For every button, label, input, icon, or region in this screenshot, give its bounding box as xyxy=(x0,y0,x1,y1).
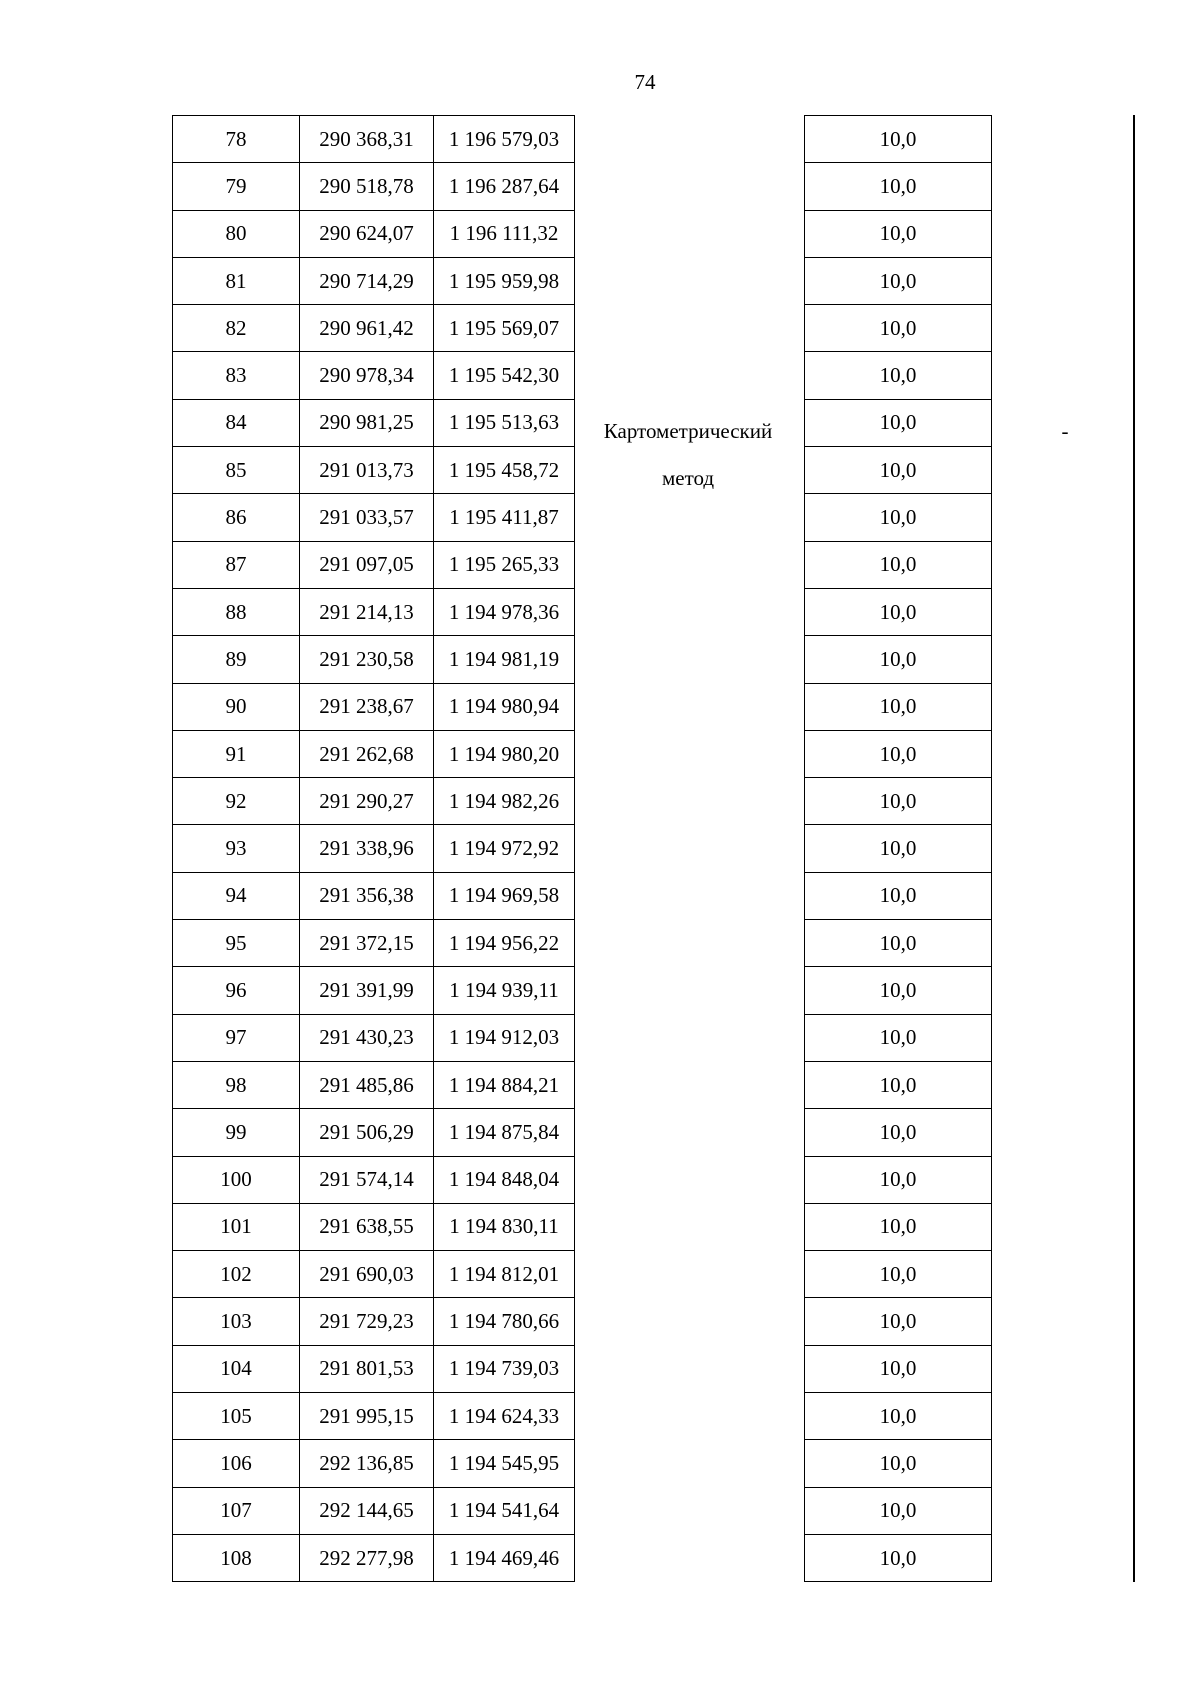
coordinates-table-body xyxy=(173,116,575,1582)
y-coordinate-cell: 1 195 458,72 xyxy=(434,447,575,494)
accuracy-cell: 10,0 xyxy=(805,1487,992,1534)
table-row xyxy=(805,447,992,494)
table-row xyxy=(805,541,992,588)
table-row xyxy=(805,1345,992,1392)
table-row xyxy=(805,210,992,257)
table-row xyxy=(805,778,992,825)
accuracy-cell: 10,0 xyxy=(805,163,992,210)
table-row xyxy=(173,1345,575,1392)
x-coordinate-cell: 290 518,78 xyxy=(300,163,434,210)
y-coordinate-cell: 1 194 848,04 xyxy=(434,1156,575,1203)
table-row xyxy=(805,1156,992,1203)
point-number-cell: 106 xyxy=(173,1440,300,1487)
accuracy-cell: 10,0 xyxy=(805,447,992,494)
y-coordinate-cell: 1 194 982,26 xyxy=(434,778,575,825)
point-number-cell: 99 xyxy=(173,1109,300,1156)
table-row xyxy=(805,116,992,163)
table-row xyxy=(805,257,992,304)
point-number-cell: 90 xyxy=(173,683,300,730)
table-row xyxy=(805,1251,992,1298)
table-row xyxy=(805,967,992,1014)
x-coordinate-cell: 291 262,68 xyxy=(300,730,434,777)
y-coordinate-cell: 1 195 959,98 xyxy=(434,257,575,304)
accuracy-cell: 10,0 xyxy=(805,825,992,872)
x-coordinate-cell: 291 995,15 xyxy=(300,1393,434,1440)
accuracy-cell: 10,0 xyxy=(805,1345,992,1392)
extra-value: - xyxy=(1061,419,1069,443)
accuracy-cell: 10,0 xyxy=(805,1298,992,1345)
y-coordinate-cell: 1 196 287,64 xyxy=(434,163,575,210)
point-number-cell: 97 xyxy=(173,1014,300,1061)
table-row xyxy=(173,825,575,872)
y-coordinate-cell: 1 194 956,22 xyxy=(434,920,575,967)
accuracy-cell: 10,0 xyxy=(805,116,992,163)
y-coordinate-cell: 1 196 579,03 xyxy=(434,116,575,163)
point-number-cell: 82 xyxy=(173,305,300,352)
table-row xyxy=(805,1061,992,1108)
accuracy-table-body xyxy=(805,116,992,1582)
y-coordinate-cell: 1 194 875,84 xyxy=(434,1109,575,1156)
point-number-cell: 86 xyxy=(173,494,300,541)
method-line-2: метод xyxy=(661,466,715,490)
y-coordinate-cell: 1 194 545,95 xyxy=(434,1440,575,1487)
x-coordinate-cell: 291 033,57 xyxy=(300,494,434,541)
accuracy-cell: 10,0 xyxy=(805,778,992,825)
x-coordinate-cell: 291 430,23 xyxy=(300,1014,434,1061)
table-row xyxy=(173,541,575,588)
y-coordinate-cell: 1 195 569,07 xyxy=(434,305,575,352)
table-row xyxy=(173,872,575,919)
table-row xyxy=(805,730,992,777)
y-coordinate-cell: 1 194 939,11 xyxy=(434,967,575,1014)
x-coordinate-cell: 291 214,13 xyxy=(300,588,434,635)
accuracy-cell: 10,0 xyxy=(805,588,992,635)
x-coordinate-cell: 290 981,25 xyxy=(300,399,434,446)
x-coordinate-cell: 290 368,31 xyxy=(300,116,434,163)
table-row xyxy=(805,1393,992,1440)
table-row xyxy=(173,636,575,683)
point-number-cell: 84 xyxy=(173,399,300,446)
page-number: 74 xyxy=(634,70,656,94)
point-number-cell: 78 xyxy=(173,116,300,163)
table-row xyxy=(173,967,575,1014)
table-row xyxy=(173,257,575,304)
point-number-cell: 105 xyxy=(173,1393,300,1440)
y-coordinate-cell: 1 195 542,30 xyxy=(434,352,575,399)
accuracy-cell: 10,0 xyxy=(805,683,992,730)
table-row xyxy=(173,352,575,399)
y-coordinate-cell: 1 194 969,58 xyxy=(434,872,575,919)
point-number-cell: 81 xyxy=(173,257,300,304)
x-coordinate-cell: 290 714,29 xyxy=(300,257,434,304)
table-row xyxy=(173,399,575,446)
x-coordinate-cell: 291 230,58 xyxy=(300,636,434,683)
table-row xyxy=(173,778,575,825)
point-number-cell: 102 xyxy=(173,1251,300,1298)
accuracy-cell: 10,0 xyxy=(805,305,992,352)
x-coordinate-cell: 290 624,07 xyxy=(300,210,434,257)
table-row xyxy=(805,1440,992,1487)
table-row xyxy=(805,305,992,352)
method-line-1: Картометрический xyxy=(603,419,773,443)
table-row xyxy=(805,494,992,541)
accuracy-cell: 10,0 xyxy=(805,352,992,399)
y-coordinate-cell: 1 194 624,33 xyxy=(434,1393,575,1440)
point-number-cell: 103 xyxy=(173,1298,300,1345)
x-coordinate-cell: 291 372,15 xyxy=(300,920,434,967)
table-row xyxy=(805,1014,992,1061)
table-row xyxy=(173,210,575,257)
accuracy-cell: 10,0 xyxy=(805,1440,992,1487)
table-row xyxy=(173,1014,575,1061)
y-coordinate-cell: 1 194 981,19 xyxy=(434,636,575,683)
right-border-rule xyxy=(1133,115,1135,1582)
accuracy-cell: 10,0 xyxy=(805,1061,992,1108)
table-row xyxy=(805,588,992,635)
accuracy-cell: 10,0 xyxy=(805,730,992,777)
accuracy-cell: 10,0 xyxy=(805,1014,992,1061)
table-row xyxy=(805,1109,992,1156)
point-number-cell: 104 xyxy=(173,1345,300,1392)
x-coordinate-cell: 291 356,38 xyxy=(300,872,434,919)
point-number-cell: 101 xyxy=(173,1203,300,1250)
accuracy-cell: 10,0 xyxy=(805,541,992,588)
accuracy-cell: 10,0 xyxy=(805,210,992,257)
table-row xyxy=(805,1534,992,1581)
x-coordinate-cell: 291 013,73 xyxy=(300,447,434,494)
table-row xyxy=(173,1061,575,1108)
y-coordinate-cell: 1 194 980,94 xyxy=(434,683,575,730)
table-row xyxy=(173,1109,575,1156)
point-number-cell: 79 xyxy=(173,163,300,210)
point-number-cell: 94 xyxy=(173,872,300,919)
x-coordinate-cell: 291 097,05 xyxy=(300,541,434,588)
point-number-cell: 100 xyxy=(173,1156,300,1203)
y-coordinate-cell: 1 195 265,33 xyxy=(434,541,575,588)
y-coordinate-cell: 1 195 411,87 xyxy=(434,494,575,541)
table-row xyxy=(805,1487,992,1534)
x-coordinate-cell: 291 506,29 xyxy=(300,1109,434,1156)
point-number-cell: 87 xyxy=(173,541,300,588)
point-number-cell: 93 xyxy=(173,825,300,872)
table-row xyxy=(173,920,575,967)
x-coordinate-cell: 291 290,27 xyxy=(300,778,434,825)
x-coordinate-cell: 292 277,98 xyxy=(300,1534,434,1581)
table-row xyxy=(805,683,992,730)
point-number-cell: 108 xyxy=(173,1534,300,1581)
point-number-cell: 83 xyxy=(173,352,300,399)
table-row xyxy=(173,494,575,541)
x-coordinate-cell: 290 961,42 xyxy=(300,305,434,352)
table-row xyxy=(805,399,992,446)
accuracy-table xyxy=(804,115,992,1582)
accuracy-cell: 10,0 xyxy=(805,1251,992,1298)
table-row xyxy=(805,163,992,210)
table-row xyxy=(805,1298,992,1345)
table-row xyxy=(173,730,575,777)
y-coordinate-cell: 1 194 541,64 xyxy=(434,1487,575,1534)
accuracy-cell: 10,0 xyxy=(805,399,992,446)
accuracy-cell: 10,0 xyxy=(805,257,992,304)
x-coordinate-cell: 291 574,14 xyxy=(300,1156,434,1203)
accuracy-cell: 10,0 xyxy=(805,636,992,683)
y-coordinate-cell: 1 194 812,01 xyxy=(434,1251,575,1298)
table-row xyxy=(173,1298,575,1345)
table-row xyxy=(805,1203,992,1250)
x-coordinate-cell: 291 391,99 xyxy=(300,967,434,1014)
point-number-cell: 85 xyxy=(173,447,300,494)
table-row xyxy=(173,447,575,494)
table-row xyxy=(173,1487,575,1534)
table-row xyxy=(173,1251,575,1298)
table-row xyxy=(173,163,575,210)
x-coordinate-cell: 292 144,65 xyxy=(300,1487,434,1534)
point-number-cell: 91 xyxy=(173,730,300,777)
point-number-cell: 98 xyxy=(173,1061,300,1108)
table-row xyxy=(173,588,575,635)
x-coordinate-cell: 290 978,34 xyxy=(300,352,434,399)
x-coordinate-cell: 291 729,23 xyxy=(300,1298,434,1345)
table-row xyxy=(805,636,992,683)
table-row xyxy=(173,1203,575,1250)
point-number-cell: 92 xyxy=(173,778,300,825)
accuracy-cell: 10,0 xyxy=(805,1156,992,1203)
x-coordinate-cell: 291 690,03 xyxy=(300,1251,434,1298)
coordinates-table xyxy=(172,115,575,1582)
table-row xyxy=(173,116,575,163)
y-coordinate-cell: 1 194 912,03 xyxy=(434,1014,575,1061)
x-coordinate-cell: 291 238,67 xyxy=(300,683,434,730)
point-number-cell: 80 xyxy=(173,210,300,257)
x-coordinate-cell: 291 638,55 xyxy=(300,1203,434,1250)
x-coordinate-cell: 292 136,85 xyxy=(300,1440,434,1487)
point-number-cell: 88 xyxy=(173,588,300,635)
method-label xyxy=(574,408,802,502)
y-coordinate-cell: 1 194 978,36 xyxy=(434,588,575,635)
point-number-cell: 89 xyxy=(173,636,300,683)
accuracy-cell: 10,0 xyxy=(805,494,992,541)
table-row xyxy=(173,1393,575,1440)
table-row xyxy=(173,1440,575,1487)
point-number-cell: 96 xyxy=(173,967,300,1014)
x-coordinate-cell: 291 801,53 xyxy=(300,1345,434,1392)
x-coordinate-cell: 291 485,86 xyxy=(300,1061,434,1108)
accuracy-cell: 10,0 xyxy=(805,872,992,919)
accuracy-cell: 10,0 xyxy=(805,1109,992,1156)
y-coordinate-cell: 1 194 980,20 xyxy=(434,730,575,777)
y-coordinate-cell: 1 194 469,46 xyxy=(434,1534,575,1581)
accuracy-cell: 10,0 xyxy=(805,967,992,1014)
y-coordinate-cell: 1 194 830,11 xyxy=(434,1203,575,1250)
x-coordinate-cell: 291 338,96 xyxy=(300,825,434,872)
y-coordinate-cell: 1 195 513,63 xyxy=(434,399,575,446)
table-row xyxy=(173,683,575,730)
table-row xyxy=(805,825,992,872)
y-coordinate-cell: 1 194 972,92 xyxy=(434,825,575,872)
accuracy-cell: 10,0 xyxy=(805,1393,992,1440)
table-row xyxy=(805,920,992,967)
point-number-cell: 107 xyxy=(173,1487,300,1534)
table-row xyxy=(173,305,575,352)
accuracy-cell: 10,0 xyxy=(805,920,992,967)
y-coordinate-cell: 1 194 739,03 xyxy=(434,1345,575,1392)
accuracy-cell: 10,0 xyxy=(805,1534,992,1581)
table-row xyxy=(805,872,992,919)
accuracy-cell: 10,0 xyxy=(805,1203,992,1250)
table-row xyxy=(173,1534,575,1581)
table-row xyxy=(173,1156,575,1203)
y-coordinate-cell: 1 194 780,66 xyxy=(434,1298,575,1345)
point-number-cell: 95 xyxy=(173,920,300,967)
y-coordinate-cell: 1 196 111,32 xyxy=(434,210,575,257)
y-coordinate-cell: 1 194 884,21 xyxy=(434,1061,575,1108)
table-row xyxy=(805,352,992,399)
